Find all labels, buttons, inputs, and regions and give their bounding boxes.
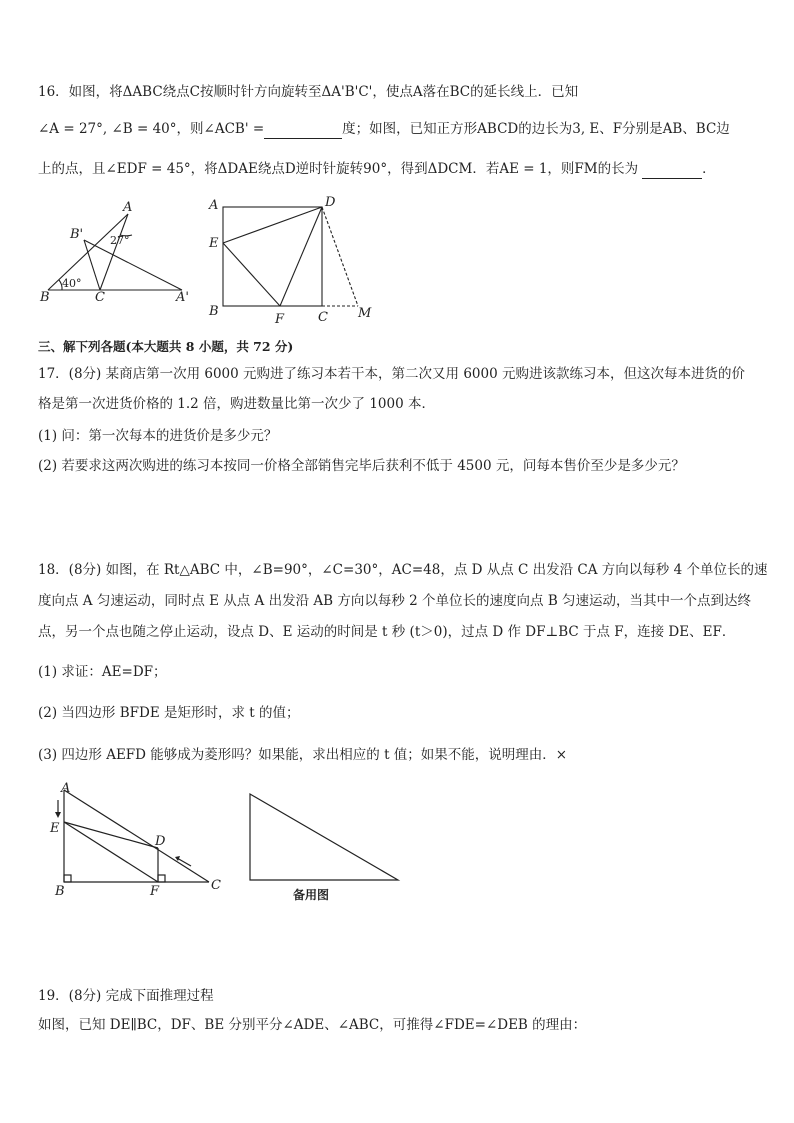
fig1-label-c: C <box>95 290 105 305</box>
q18-figure-spare <box>245 790 405 905</box>
spare-figure-caption: 备用图 <box>293 888 330 902</box>
fig3-label-e: E <box>50 821 60 836</box>
fig2-label-d: D <box>325 195 336 210</box>
q16-line2-part-b: 度；如图，已知正方形ABCD的边长为3, E、F分别是AB、BC边 <box>342 121 730 137</box>
q17-part2: (2) 若要求这两次购进的练习本按同一价格全部销售完毕后获利不低于 4500 元，问每本售价至少是多少元？ <box>38 458 685 474</box>
fig1-angle-40: 40° <box>62 277 82 290</box>
q18-part2: (2) 当四边形 BFDE 是矩形时，求 t 的值； <box>38 705 300 721</box>
q16-figure-square <box>205 195 380 330</box>
fig2-label-c: C <box>318 310 328 325</box>
q17-line2: 格是第一次进货价格的 1.2 倍，购进数量比第一次少了 1000 本． <box>38 396 435 412</box>
fig3-label-f: F <box>150 884 160 899</box>
fig3-label-d: D <box>155 834 166 849</box>
q18-line2: 度向点 A 匀速运动，同时点 E 从点 A 出发沿 AB 方向以每秒 2 个单位长的速度向点 B 匀速运动，当其中一个点到达终 <box>38 593 752 609</box>
q16-line3-part-a: 上的点，且∠EDF = 45°，将ΔDAE绕点D逆时针旋转90°，得到ΔDCM．若AE = 1，则FM的长为 <box>38 161 639 177</box>
q18-figure-main <box>46 782 226 902</box>
q16-line2-part-a: ∠A = 27°, ∠B = 40°，则∠ACB' = <box>38 121 265 137</box>
fig1-angle-27: 27° <box>110 234 130 247</box>
q16-line1: 16．如图，将ΔABC绕点C按顺时针方向旋转至ΔA'B'C'，使点A落在BC的延长线上．已知 <box>38 84 579 100</box>
fig2-label-a: A <box>209 198 219 213</box>
fig3-label-b: B <box>55 884 65 899</box>
q16-line2 <box>38 119 730 139</box>
q18-line3: 点，另一个点也随之停止运动，设点 D、E 运动的时间是 t 秒 (t＞0)，过点 D 作 DF⊥BC 于点 F，连接 DE、EF． <box>38 624 736 640</box>
q16-answer-blank-2 <box>642 178 702 179</box>
fig2-label-m: M <box>358 306 372 321</box>
q16-answer-blank-1 <box>264 138 342 139</box>
fig2-label-b: B <box>209 304 219 319</box>
q19-line1: 19．(8分) 完成下面推理过程 <box>38 988 214 1004</box>
fig2-label-f: F <box>275 312 285 327</box>
fig3-label-a: A <box>61 781 71 796</box>
fig1-label-a-prime: A' <box>176 290 189 305</box>
fig1-label-a: A <box>123 200 133 215</box>
q16-line3 <box>38 159 716 179</box>
q17-part1: (1) 问：第一次每本的进货价是多少元？ <box>38 428 278 444</box>
fig3-label-c: C <box>211 878 221 893</box>
q16-line3-part-b: ． <box>702 161 716 177</box>
section-3-heading: 三、解下列各题(本大题共 8 小题，共 72 分) <box>38 339 294 354</box>
q18-part3: (3) 四边形 AEFD 能够成为菱形吗？如果能，求出相应的 t 值；如果不能，说明理由．× <box>38 747 568 763</box>
fig1-label-b-prime: B' <box>70 227 84 242</box>
q18-line1: 18．(8分) 如图，在 Rt△ABC 中，∠B=90°，∠C=30°，AC=48，点 D 从点 C 出发沿 CA 方向以每秒 4 个单位长的速 <box>38 562 768 578</box>
q17-line1: 17．(8分) 某商店第一次用 6000 元购进了练习本若干本，第二次又用 6000 元购进该款练习本，但这次每本进货的价 <box>38 366 745 382</box>
q19-line2: 如图，已知 DE∥BC，DF、BE 分别平分∠ADE、∠ABC，可推得∠FDE=∠DEB 的理由： <box>38 1017 587 1033</box>
q16-figure-rotation <box>40 200 200 305</box>
q18-part1: (1) 求证：AE=DF； <box>38 664 167 680</box>
fig1-label-b: B <box>40 290 50 305</box>
fig2-label-e: E <box>209 236 219 251</box>
